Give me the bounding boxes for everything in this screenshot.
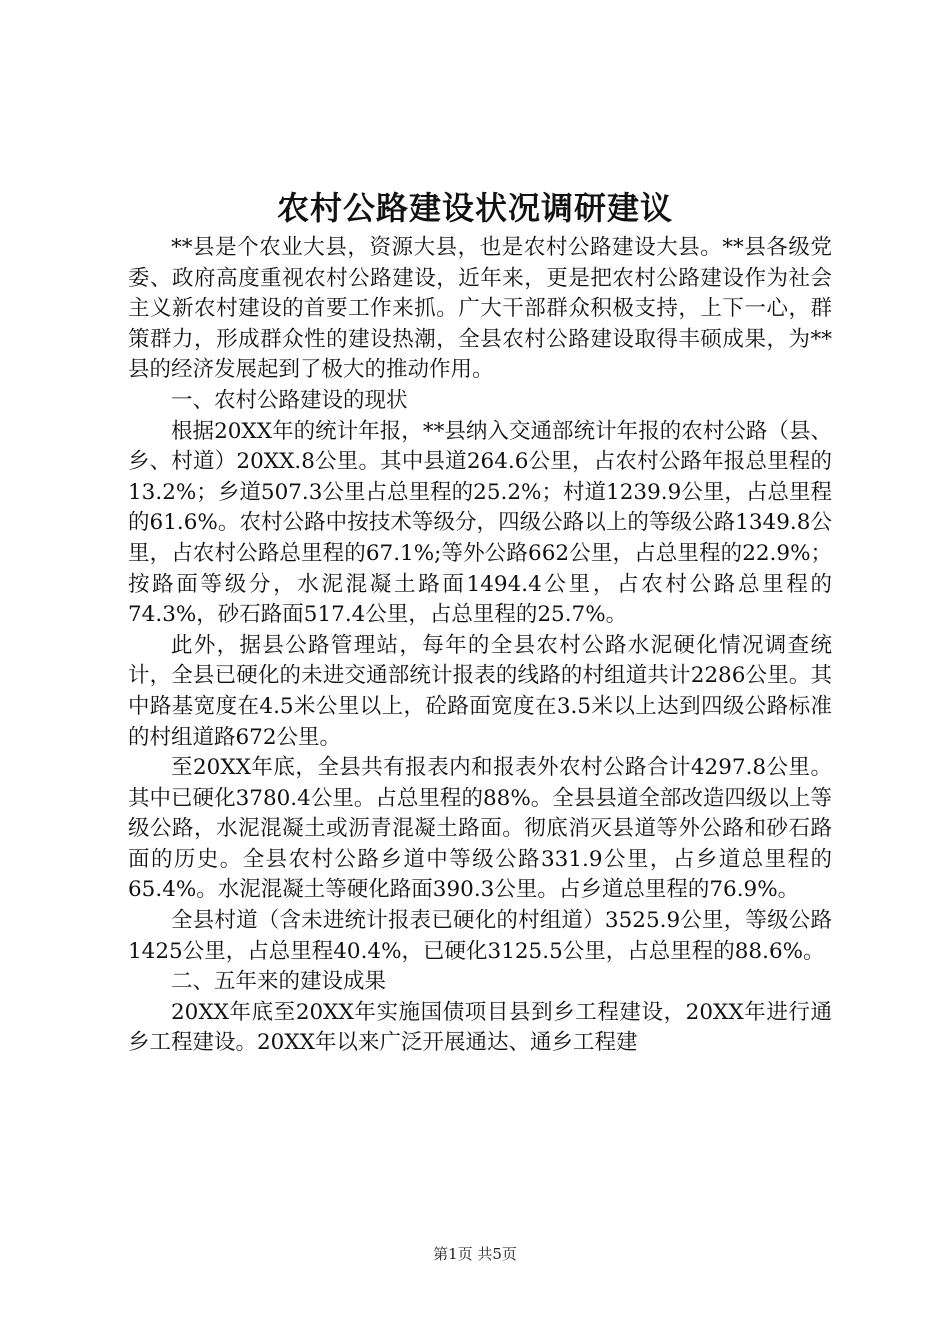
section-heading-status: 一、农村公路建设的现状	[171, 387, 408, 413]
survey-paragraph: 此外，据县公路管理站，每年的全县农村公路水泥硬化情况调查统计，全县已硬化的未进交通部统计报表的线路的村组道共计2286公里。其中路基宽度在4.5米公里以上，砼路面宽度在3.5米以上达到四级公路标准的村组道路672公里。	[128, 632, 832, 750]
village-road-paragraph: 全县村道（含未进统计报表已硬化的村组道）3525.9公里，等级公路1425公里，占总里程40.4%，已硬化3125.5公里，占总里程的88.6%。	[128, 908, 832, 964]
intro-paragraph: **县是个农业大县，资源大县，也是农村公路建设大县。**县各级党委、政府高度重视农村公路建设，近年来，更是把农村公路建设作为社会主义新农村建设的首要工作来抓。广大干部群众积极支持，上下一心，群策群力，形成群众性的建设热潮，全县农村公路建设取得丰硕成果，为**县的经济发展起到了极大的推动作用。	[128, 235, 832, 383]
year-end-paragraph: 至20XX年底，全县共有报表内和报表外农村公路合计4297.8公里。其中已硬化3780.4公里。占总里程的88%。全县县道全部改造四级以上等级公路，水泥混凝土或沥青混凝土路面。彻底消灭县道等外公路和砂石路面的历史。全县农村公路乡道中等级公路331.9公里，占乡道总里程的65.4%。水泥混凝土等硬化路面390.3公里。占乡道总里程的76.9%。	[128, 755, 832, 903]
document-body	[128, 233, 832, 1059]
section-heading-achievements: 二、五年来的建设成果	[171, 969, 387, 995]
achievements-paragraph: 20XX年底至20XX年实施国债项目县到乡工程建设，20XX年进行通乡工程建设。20XX年以来广泛开展通达、通乡工程建	[128, 999, 832, 1056]
statistics-paragraph: 根据20XX年的统计年报，**县纳入交通部统计年报的农村公路（县、乡、村道）20XX.8公里。其中县道264.6公里，占农村公路年报总里程的13.2%；乡道507.3公里占总里程的25.2%；村道1239.9公里，占总里程的61.6%。农村公路中按技术等级分，四级公路以上的等级公路1349.8公里，占农村公路总里程的67.1%;等外公路662公里，占总里程的22.9%；按路面等级分，水泥混凝土路面1494.4公里，占农村公路总里程的74.3%，砂石路面517.4公里，占总里程的25.7%。	[128, 418, 832, 628]
document-title: 农村公路建设状况调研建议	[276, 189, 673, 227]
page-footer: 第1页 共5页	[433, 1245, 517, 1263]
